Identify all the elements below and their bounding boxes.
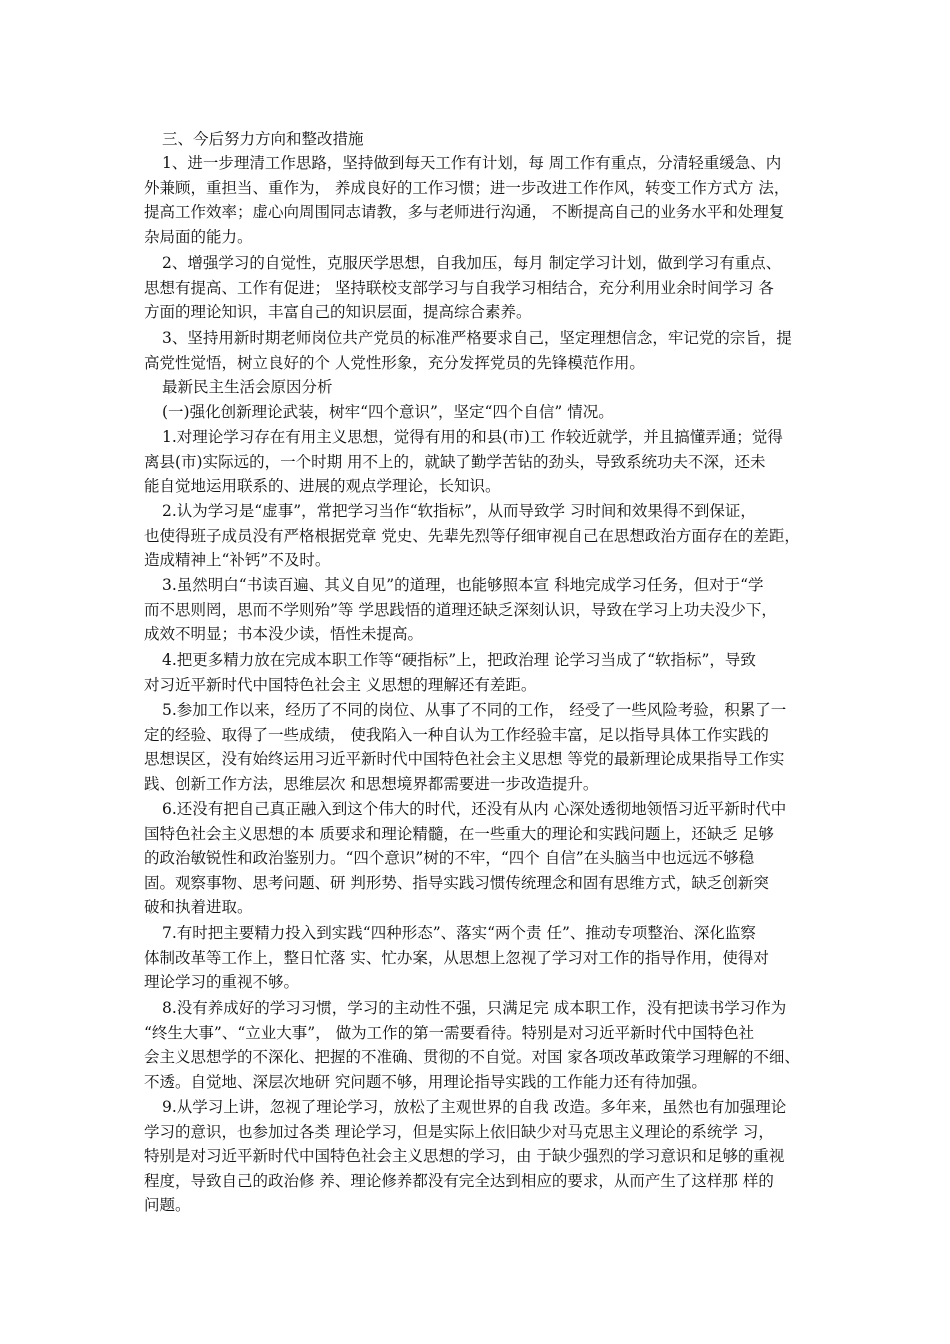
text-line: 问题。 bbox=[144, 1196, 191, 1214]
text-line: 的政治敏锐性和政治鉴别力。“四个意识”树的不牢，“四个 自信”在头脑当中也远远不够稳 bbox=[144, 849, 755, 867]
text-line: 践、创新工作方法，思维层次 和思想境界都需要进一步改造提升。 bbox=[144, 774, 599, 793]
text-line: 造成精神上“补钙”不及时。 bbox=[144, 551, 331, 569]
reason-3 bbox=[144, 573, 814, 647]
text-line: 成效不明显；书本没少读，悟性未提高。 bbox=[144, 625, 424, 643]
text-line: 学习的意识，也参加过各类 理论学习，但是实际上依旧缺少对马克思主义理论的系统学 习， bbox=[144, 1122, 774, 1141]
text-line: 破和执着进取。 bbox=[144, 898, 253, 916]
text-line: 也使得班子成员没有严格根据党章 党史、先辈先烈等仔细审视自己在思想政治方面存在的差距， bbox=[144, 526, 800, 545]
text-line: 3.虽然明白“书读百遍、其义自见”的道理，也能够照本宣 科地完成学习任务，但对于“学 bbox=[162, 576, 764, 594]
text-line: 而不思则罔，思而不学则殆”等 学思践悟的道理还缺乏深刻认识，导致在学习上功夫没少下， bbox=[144, 600, 777, 619]
text-line: 定的经验、取得了一些成绩， 使我陷入一种自认为工作经验丰富，足以指导具体工作实践的 bbox=[144, 725, 769, 744]
section-title bbox=[144, 375, 814, 400]
text-line: 国特色社会主义思想的本 质要求和理论精髓，在一些重大的理论和实践问题上，还缺乏 足够 bbox=[144, 824, 774, 843]
text-line: 三、今后努力方向和整改措施 bbox=[162, 130, 364, 148]
reason-4 bbox=[144, 648, 814, 697]
text-line: “终生大事”、“立业大事”， 做为工作的第一需要看待。特别是对习近平新时代中国特色社 bbox=[144, 1023, 755, 1042]
text-line: 1.对理论学习存在有用主义思想，觉得有用的和县(市)工 作较近就学，并且搞懂弄通；觉得 bbox=[162, 428, 783, 446]
text-line: 体制改革等工作上，整日忙落 实、忙办案，从思想上忽视了学习对工作的指导作用，使得对 bbox=[144, 948, 769, 967]
text-line: 4.把更多精力放在完成本职工作等“硬指标”上，把政治理 论学习当成了“软指标”，导致 bbox=[162, 651, 756, 669]
text-line: 思想误区，没有始终运用习近平新时代中国特色社会主义思想 等党的最新理论成果指导工作实 bbox=[144, 750, 785, 768]
reason-8 bbox=[144, 996, 814, 1094]
text-line: 9.从学习上讲，忽视了理论学习，放松了主观世界的自我 改造。多年来，虽然也有加强理论 bbox=[162, 1098, 787, 1116]
reason-9 bbox=[144, 1095, 814, 1218]
text-line: 思想有提高、工作有促进； 坚持联校支部学习与自我学习相结合，充分利用业余时间学习 各 bbox=[144, 278, 774, 297]
text-line: 3、坚持用新时期老师岗位共产党员的标准严格要求自己，坚定理想信念，牢记党的宗旨，提 bbox=[162, 329, 792, 347]
section-heading bbox=[144, 127, 814, 152]
text-line: 对习近平新时代中国特色社会主 义思想的理解还有差距。 bbox=[144, 675, 537, 694]
text-line: 2、增强学习的自觉性，克服厌学思想，自我加压，每月 制定学习计划，做到学习有重点、 bbox=[162, 254, 782, 272]
text-line: 2.认为学习是“虚事”，常把学习当作“软指标”，从而导致学 习时间和效果得不到保证， bbox=[162, 502, 756, 520]
text-line: 特别是对习近平新时代中国特色社会主义思想的学习，由 于缺少强烈的学习意识和足够的重视 bbox=[144, 1147, 785, 1165]
subsection-heading bbox=[144, 400, 814, 425]
paragraph-1 bbox=[144, 151, 814, 249]
text-line: 提高工作效率；虚心向周围同志请教，多与老师进行沟通， 不断提高自己的业务水平和处理复 bbox=[144, 203, 785, 221]
text-line: 离县(市)实际远的，一个时期 用不上的，就缺了勤学苦钻的劲头，导致系统功夫不深，还未 bbox=[144, 452, 766, 471]
text-line: (一)强化创新理论武装，树牢“四个意识”，坚定“四个自信” 情况。 bbox=[162, 403, 614, 421]
text-line: 理论学习的重视不够。 bbox=[144, 973, 300, 991]
reason-1 bbox=[144, 425, 814, 499]
text-line: 程度，导致自己的政治修 养、理论修养都没有完全达到相应的要求，从而产生了这样那 样的 bbox=[144, 1171, 774, 1190]
reason-6 bbox=[144, 797, 814, 920]
text-line: 能自觉地运用联系的、进展的观点学理论，长知识。 bbox=[144, 477, 501, 495]
text-line: 1、进一步理清工作思路，坚持做到每天工作有计划，每 周工作有重点，分清轻重缓急、内 bbox=[162, 154, 782, 172]
text-line: 5.参加工作以来，经历了不同的岗位、从事了不同的工作， 经受了一些风险考验，积累了一 bbox=[162, 701, 787, 719]
text-line: 高党性觉悟，树立良好的个 人党性形象，充分发挥党员的先锋模范作用。 bbox=[144, 353, 645, 372]
paragraph-2 bbox=[144, 251, 814, 325]
text-line: 6.还没有把自己真正融入到这个伟大的时代，还没有从内 心深处透彻地领悟习近平新时代中 bbox=[162, 800, 787, 818]
text-line: 8.没有养成好的学习习惯，学习的主动性不强，只满足完 成本职工作，没有把读书学习作为 bbox=[162, 999, 787, 1017]
text-line: 7.有时把主要精力投入到实践“四种形态”、落实“两个责 任”、推动专项整治、深化监察 bbox=[162, 924, 756, 942]
text-line: 最新民主生活会原因分析 bbox=[162, 378, 333, 396]
reason-7 bbox=[144, 921, 814, 995]
text-line: 外兼顾，重担当、重作为， 养成良好的工作习惯；进一步改进工作作风，转变工作方式方 法， bbox=[144, 178, 790, 197]
text-line: 不透。自觉地、深层次地研 究问题不够，用理论指导实践的工作能力还有待加强。 bbox=[144, 1072, 707, 1091]
text-line: 会主义思想学的不深化、把握的不准确、贯彻的不自觉。对国 家各项改革政策学习理解的不细、 bbox=[144, 1048, 800, 1066]
reason-5 bbox=[144, 698, 814, 796]
reason-2 bbox=[144, 499, 814, 573]
paragraph-3 bbox=[144, 326, 814, 375]
text-line: 方面的理论知识，丰富自己的知识层面，提高综合素养。 bbox=[144, 303, 532, 321]
text-line: 固。观察事物、思考问题、研 判形势、指导实践习惯传统理念和固有思维方式，缺乏创新突 bbox=[144, 873, 769, 892]
text-line: 杂局面的能力。 bbox=[144, 227, 253, 246]
